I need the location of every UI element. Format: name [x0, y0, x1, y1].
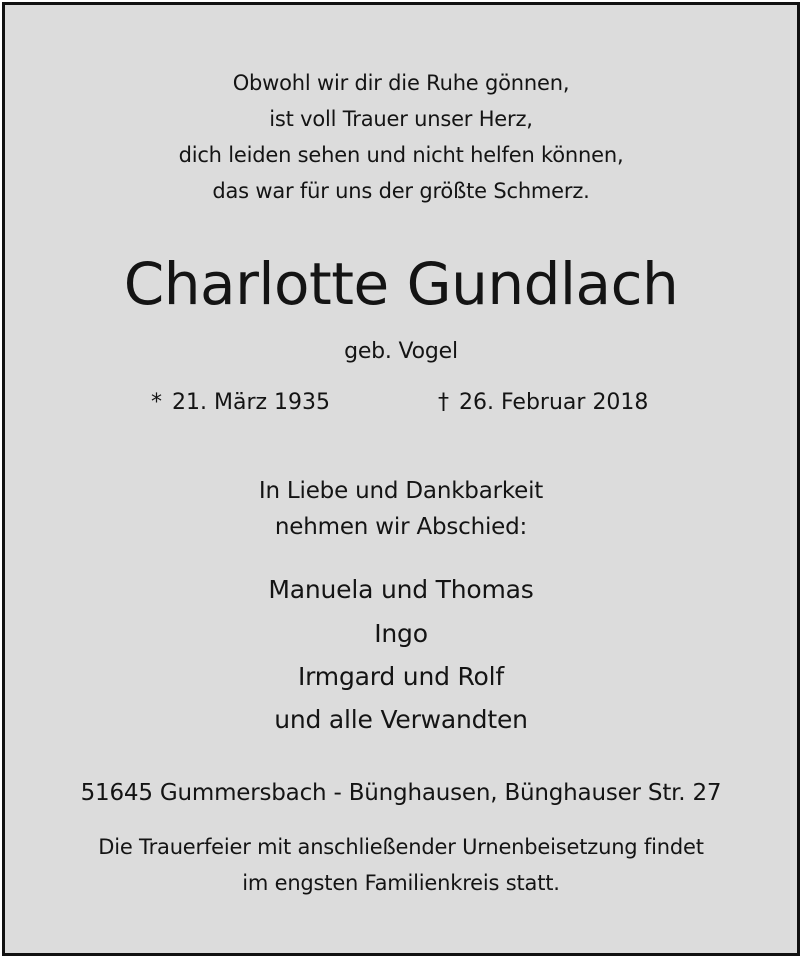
notice-line-1: Die Trauerfeier mit anschließender Urnenbeisetzung findet	[98, 835, 704, 859]
mourner-line-4: und alle Verwandten	[274, 705, 528, 734]
farewell-line-2: nehmen wir Abschied:	[274, 514, 528, 540]
death-symbol: †	[438, 390, 449, 415]
mourner-line-1: Manuela und Thomas	[268, 575, 534, 604]
birth-date-line	[151, 390, 330, 415]
obituary-notice	[5, 5, 797, 953]
mourner-line-3: Irmgard und Rolf	[297, 662, 504, 691]
verse-line-2: ist voll Trauer unser Herz,	[269, 107, 533, 131]
death-date-line	[438, 390, 648, 415]
verse-line-3: dich leiden sehen und nicht helfen können,	[178, 143, 624, 167]
death-date: 26. Februar 2018	[459, 390, 649, 415]
verse-line-4: das war für uns der größte Schmerz.	[212, 179, 590, 203]
deceased-name: Charlotte Gundlach	[123, 250, 679, 318]
notice-line-2: im engsten Familienkreis statt.	[242, 871, 560, 895]
birth-symbol: *	[151, 390, 162, 415]
obituary-frame	[2, 2, 800, 956]
address-line: 51645 Gummersbach - Bünghausen, Bünghauser Str. 27	[80, 780, 722, 806]
birth-name: geb. Vogel	[344, 339, 458, 364]
verse-line-1: Obwohl wir dir die Ruhe gönnen,	[232, 71, 570, 95]
mourner-line-2: Ingo	[374, 619, 428, 648]
birth-date: 21. März 1935	[172, 390, 331, 415]
farewell-line-1: In Liebe und Dankbarkeit	[258, 478, 544, 504]
